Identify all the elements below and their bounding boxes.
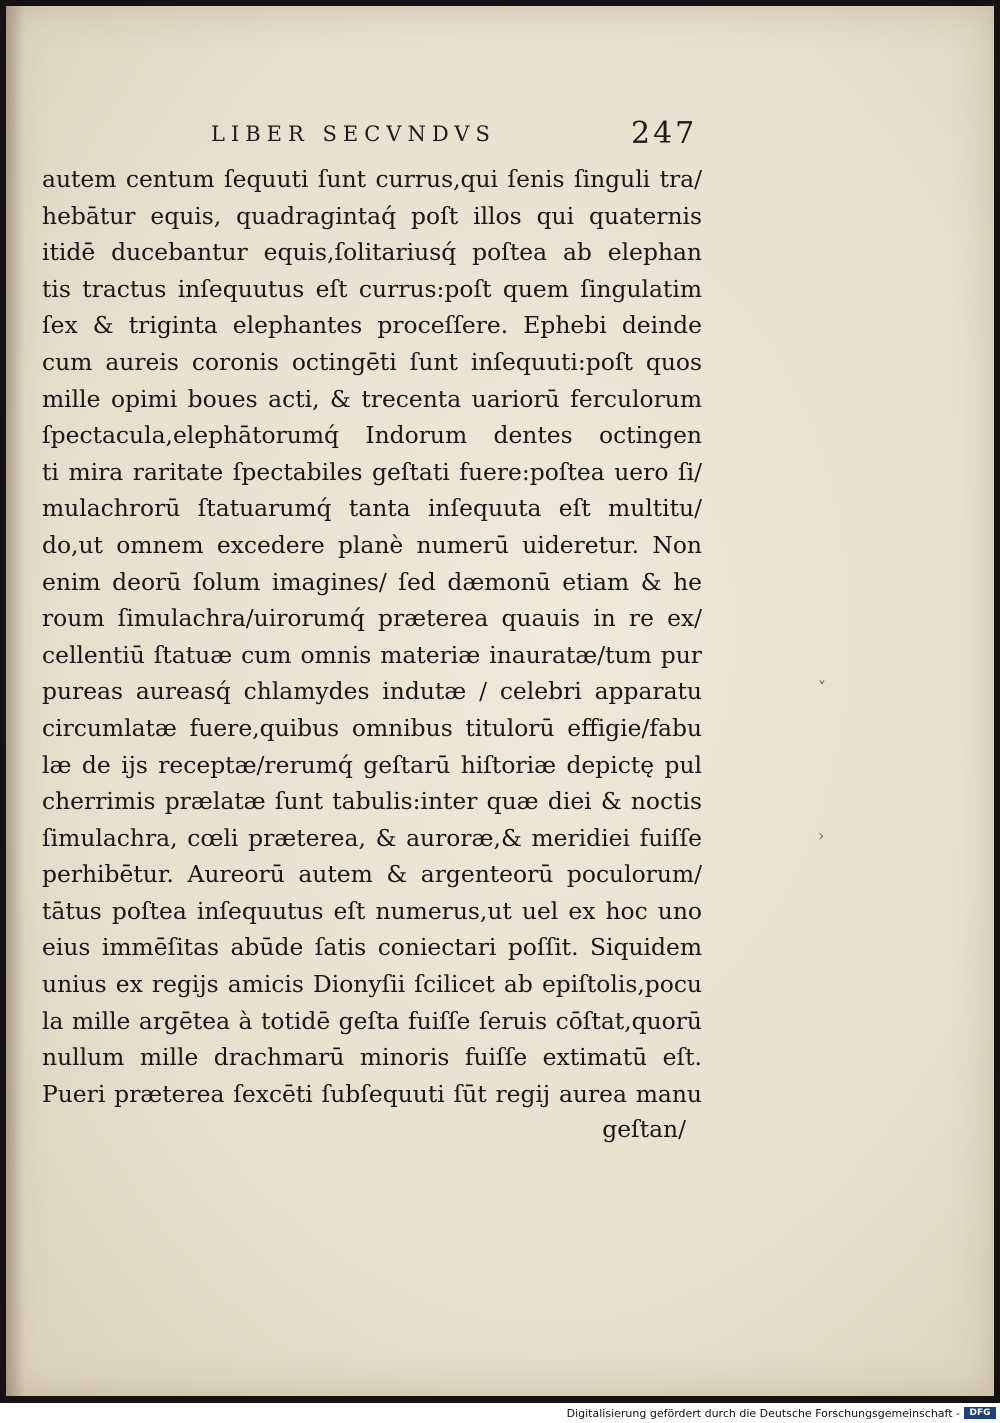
page-number: 247 xyxy=(631,116,698,151)
text-line: hebātur equis, quadragintaq́ poſt illos qui quaternis xyxy=(42,201,702,230)
text-line: autem centum ſequuti ſunt currus,qui ſenis ſinguli tra/ xyxy=(42,165,702,193)
text-line: la mille argētea à totidē geſta fuiſſe ſeruis cōſtat,quorū xyxy=(42,1006,702,1035)
text-line: itidē ducebantur equis,ſolitariusq́ poſtea ab elephan xyxy=(42,238,702,267)
text-line: roum ſimulachra/uirorumq́ præterea quauis in re ex/ xyxy=(42,604,702,633)
text-line: eius immēſitas abūde ſatis coniectari poſſit. Siquidem xyxy=(42,933,702,962)
text-line: enim deorū ſolum imagines/ ſed dæmonū etiam & he xyxy=(42,567,702,596)
text-line: ti mira raritate ſpectabiles geſtati fuere:poſtea uero ſi/ xyxy=(42,457,702,486)
catchword: geſtan/ xyxy=(602,1115,686,1143)
running-title: LIBER SECVNDVS xyxy=(211,122,496,146)
margin-mark: ˅ xyxy=(818,678,826,697)
text-line: pureas aureasq́ chlamydes indutæ / celebri apparatu xyxy=(42,677,702,706)
text-line: cellentiū ſtatuæ cum omnis materiæ inauratæ/tum pur xyxy=(42,640,702,669)
footer-bar xyxy=(0,1403,1000,1423)
text-line: læ de ijs receptæ/rerumq́ geſtarū hiſtoriæ depictę pul xyxy=(42,750,702,779)
text-line: perhibētur. Aureorū autem & argenteorū poculorum/ xyxy=(42,860,702,889)
text-line: unius ex regijs amicis Dionyſii ſcilicet ab epiſtolis,pocu xyxy=(42,970,702,999)
text-line: Pueri præterea ſexcēti ſubſequuti ſūt regij aurea manu xyxy=(42,1079,702,1108)
digitization-credit: Digitalisierung gefördert durch die Deutsche Forschungsgemeinschaft - xyxy=(566,1407,960,1420)
text-line: nullum mille drachmarū minoris fuiſſe extimatū eſt. xyxy=(42,1043,702,1072)
margin-mark: › xyxy=(818,826,825,845)
text-line: ſpectacula,elephātorumq́ Indorum dentes octingen xyxy=(42,421,702,450)
text-line: tis tractus inſequutus eſt currus:poſt quem ſingulatim xyxy=(42,274,702,303)
text-line: tātus poſtea inſequutus eſt numerus,ut uel ex hoc uno xyxy=(42,896,702,925)
text-line: do,ut omnem excedere planè numerū uideretur. Non xyxy=(42,530,702,559)
running-head xyxy=(6,118,994,158)
book-page xyxy=(6,6,994,1396)
text-line: ſex & triginta elephantes proceſſere. Ephebi deinde xyxy=(42,311,702,340)
text-line: cherrimis prælatæ ſunt tabulis:inter quæ diei & noctis xyxy=(42,787,702,816)
text-line: mille opimi boues acti, & trecenta uariorū ferculorum xyxy=(42,384,702,413)
gutter-shadow xyxy=(6,6,24,1396)
dfg-logo: DFG xyxy=(964,1407,996,1419)
text-line: mulachrorū ſtatuarumq́ tanta inſequuta eſt multitu/ xyxy=(42,494,702,523)
text-line: ſimulachra, cœli præterea, & auroræ,& meridiei fuiſſe xyxy=(42,823,702,852)
text-line: cum aureis coronis octingēti ſunt inſequuti:poſt quos xyxy=(42,347,702,376)
text-line: circumlatæ fuere,quibus omnibus titulorū effigie/fabu xyxy=(42,713,702,742)
body-text xyxy=(42,161,702,1112)
